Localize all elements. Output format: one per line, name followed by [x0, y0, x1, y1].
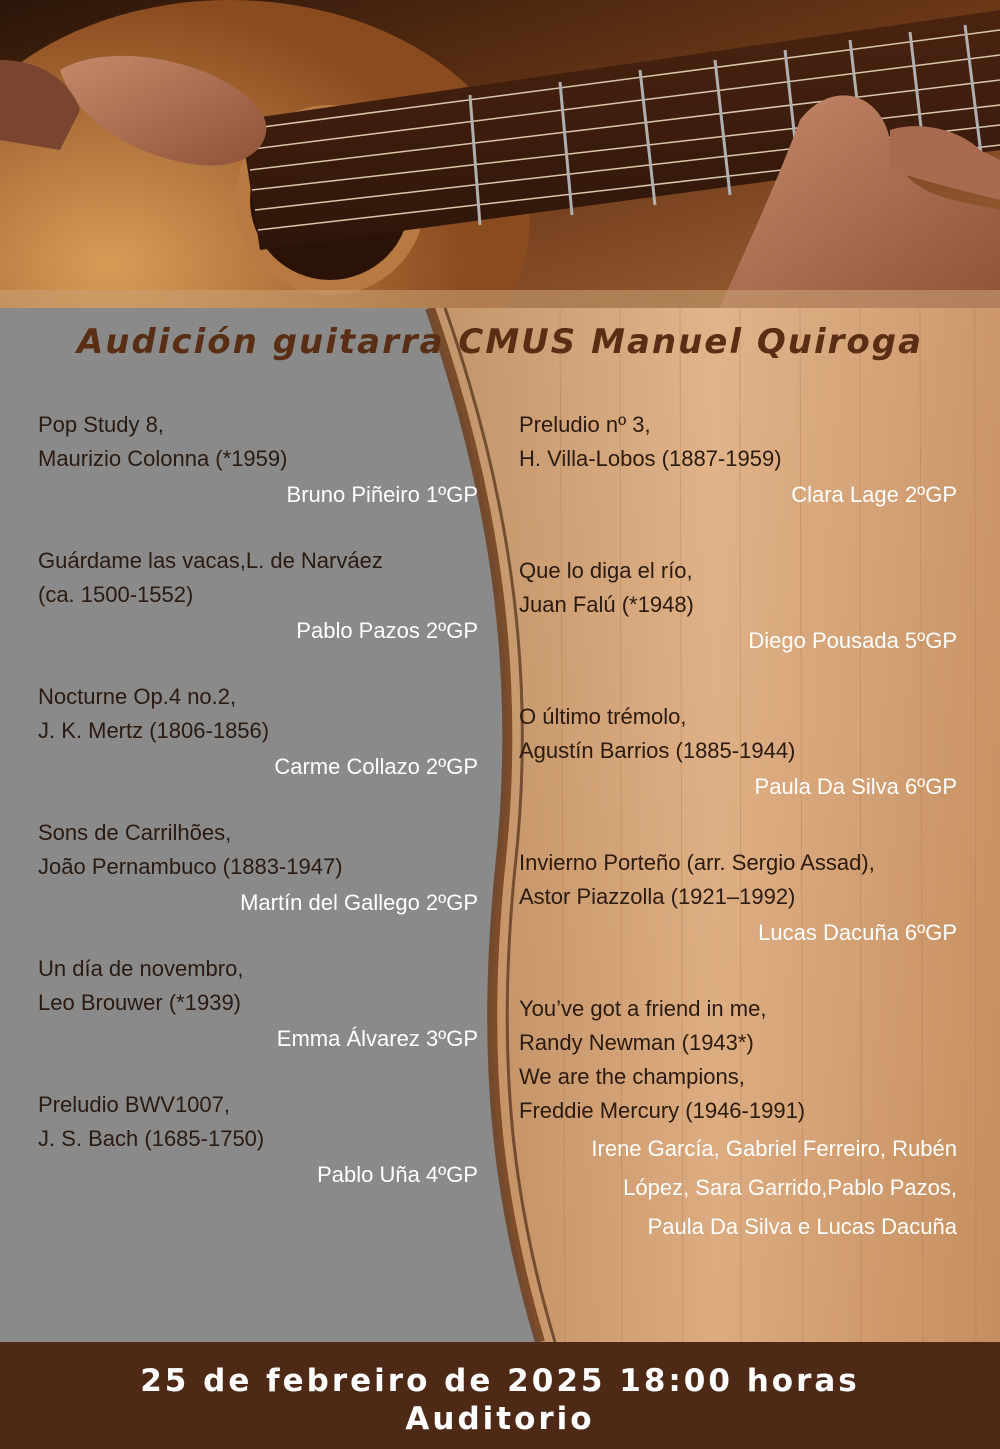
composer: Juan Falú (*1948) — [519, 592, 694, 617]
program-item — [519, 846, 959, 992]
program-item — [38, 544, 478, 680]
composer: Randy Newman (1943*) — [519, 1030, 754, 1055]
composer: Maurizio Colonna (*1959) — [38, 446, 288, 471]
performer: Pablo Uña 4ºGP — [317, 1162, 478, 1187]
piece-title: Preludio BWV1007, — [38, 1092, 230, 1117]
performer: Martín del Gallego 2ºGP — [240, 890, 478, 915]
piece-title: Preludio nº 3, — [519, 412, 651, 437]
composer: João Pernambuco (1883-1947) — [38, 854, 343, 879]
piece-title: Sons de Carrilhões, — [38, 820, 232, 845]
program-right-column — [519, 408, 959, 1245]
performer: Bruno Piñeiro 1ºGP — [286, 482, 478, 507]
event-venue: Auditorio — [405, 1401, 595, 1437]
program-item — [519, 408, 959, 554]
event-date: 25 de febreiro de 2025 18:00 horas — [140, 1363, 860, 1399]
piece-title: You’ve got a friend in me, — [519, 996, 767, 1021]
composer: J. K. Mertz (1806-1856) — [38, 718, 270, 743]
performers: Irene García, Gabriel Ferreiro, Rubén — [591, 1136, 957, 1161]
performer: Lucas Dacuña 6ºGP — [758, 920, 957, 945]
program-item — [38, 680, 478, 816]
piece-title: Nocturne Op.4 no.2, — [38, 684, 237, 709]
program-item — [38, 952, 478, 1088]
performer: Diego Pousada 5ºGP — [748, 628, 957, 653]
performer: Paula Da Silva 6ºGP — [754, 774, 957, 799]
performers: López, Sara Garrido,Pablo Pazos, — [623, 1175, 957, 1200]
piece-title: We are the champions, — [519, 1064, 745, 1089]
composer: Leo Brouwer (*1939) — [38, 990, 242, 1015]
performer: Emma Álvarez 3ºGP — [276, 1026, 478, 1051]
piece-title: Invierno Porteño (arr. Sergio Assad), — [519, 850, 875, 875]
performer: Pablo Pazos 2ºGP — [296, 618, 478, 643]
performers: Paula Da Silva e Lucas Dacuña — [647, 1214, 957, 1239]
performer: Carme Collazo 2ºGP — [274, 754, 478, 779]
program-item — [519, 700, 959, 846]
program-item — [519, 554, 959, 700]
guitar-photo — [0, 0, 1000, 308]
composer: Agustín Barrios (1885-1944) — [519, 738, 796, 763]
program-item-final — [519, 992, 959, 1245]
piece-title: Pop Study 8, — [38, 412, 164, 437]
piece-title: Un día de novembro, — [38, 956, 244, 981]
piece-title: Que lo diga el río, — [519, 558, 693, 583]
program-item — [38, 816, 478, 952]
composer: Astor Piazzolla (1921–1992) — [519, 884, 796, 909]
program-item — [38, 408, 478, 544]
composer: H. Villa-Lobos (1887-1959) — [519, 446, 782, 471]
performer: Clara Lage 2ºGP — [791, 482, 957, 507]
program-left-column — [38, 408, 478, 1224]
footer-bar — [0, 1342, 1000, 1449]
program-item — [38, 1088, 478, 1224]
piece-title: O último trémolo, — [519, 704, 687, 729]
composer: Freddie Mercury (1946-1991) — [519, 1098, 806, 1123]
composer: J. S. Bach (1685-1750) — [38, 1126, 265, 1151]
composer: (ca. 1500-1552) — [38, 582, 194, 607]
piece-title: Guárdame las vacas,L. de Narváez — [38, 548, 383, 573]
poster-title: Audición guitarra CMUS Manuel Quiroga — [76, 322, 924, 362]
